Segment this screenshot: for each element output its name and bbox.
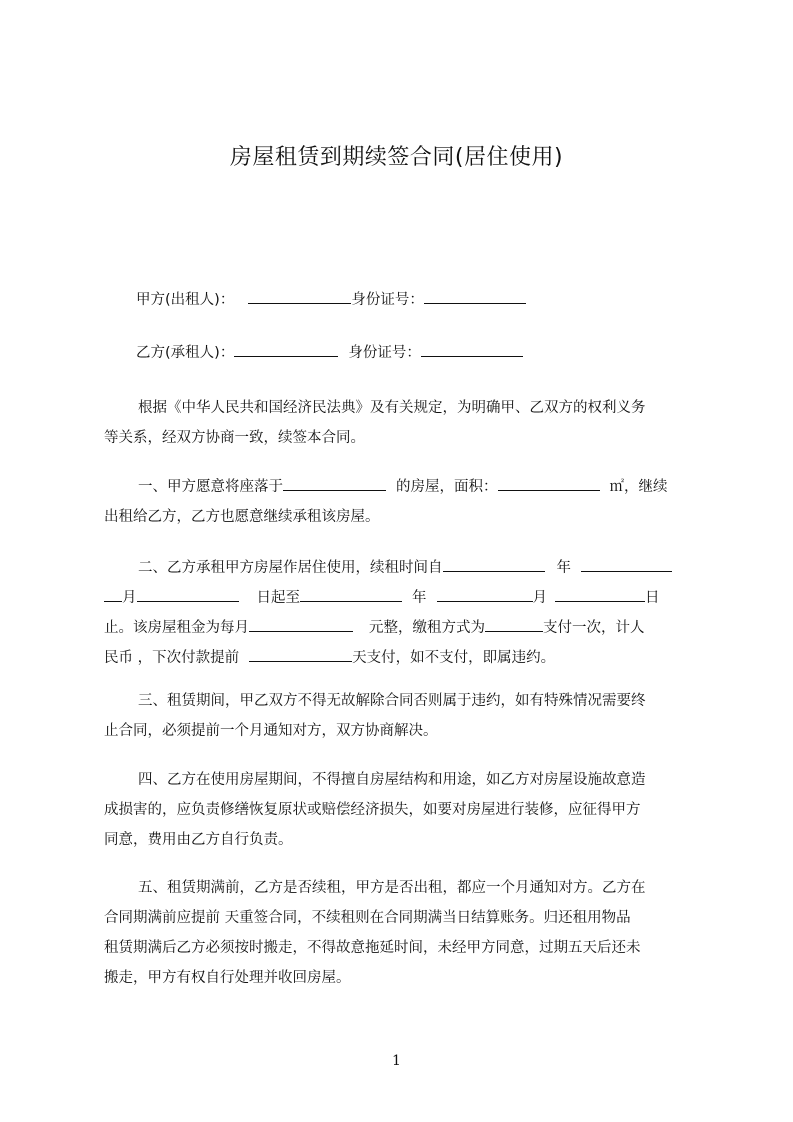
party-a-label: 甲方(出租人)： [136,292,235,308]
clause-1-part-1: 一、甲方愿意将座落于 [138,479,283,495]
party-a-id-blank[interactable] [424,289,526,304]
payment-method-blank[interactable] [485,617,543,632]
clause-1-part-2: 的房屋，面积： [396,479,498,495]
advance-days-blank[interactable] [249,647,352,662]
party-b-id-blank[interactable] [421,342,523,357]
start-day-blank[interactable] [137,587,239,602]
party-a-line [104,285,704,315]
clause-5-line-4: 搬走，甲方有权自行处理并收回房屋。 [104,970,351,986]
start-year-blank[interactable] [443,557,545,572]
clause-2-l4-part-2: 天支付，如不支付，即属违约。 [352,650,556,666]
clause-3-paragraph [104,686,704,746]
end-month-blank[interactable] [437,587,533,602]
clause-2-l1-part-1: 二、乙方承租甲方房屋作居住使用，续租时间自 [138,560,443,576]
page-number: 1 [392,1053,401,1069]
clause-5-line-3: 租赁期满后乙方必须按时搬走，不得故意拖延时间，未经甲方同意，过期五天后还未 [104,940,641,956]
preamble-line-2: 等关系，经双方协商一致，续签本合同。 [104,430,365,446]
preamble-paragraph [104,393,704,453]
party-b-label: 乙方(承租人)： [136,345,235,361]
clause-2-l4-part-1: 民币 ，下次付款提前 [104,650,240,666]
clause-1-part-3: ㎡，继续 [609,479,668,495]
party-a-id-label: 身份证号： [351,292,424,308]
clause-2-l2-part-3: 年 [412,590,427,606]
clause-1-paragraph [104,472,704,532]
property-area-blank[interactable] [498,476,600,491]
clause-5-paragraph [104,873,704,993]
monthly-rent-blank[interactable] [249,617,353,632]
clause-4-line-3: 同意，费用由乙方自行负责。 [104,832,293,848]
clause-2-l3-part-1: 止。该房屋租金为每月 [104,620,249,636]
clause-2-l2-part-2: 日起至 [256,590,300,606]
clause-2-paragraph [104,553,704,673]
clause-2-l3-part-2: 元整，缴租方式为 [369,620,485,636]
party-b-line [104,338,704,368]
party-b-id-label: 身份证号： [348,345,421,361]
clause-4-line-1: 四、乙方在使用房屋期间，不得擅自房屋结构和用途，如乙方对房屋设施故意造 [138,772,646,788]
end-year-blank[interactable] [300,587,402,602]
party-a-name-blank[interactable] [248,289,351,304]
clause-4-paragraph [104,765,704,855]
preamble-line-1: 根据《中华人民共和国经济民法典》及有关规定，为明确甲、乙双方的权利义务 [138,400,646,416]
party-b-name-blank[interactable] [234,342,338,357]
clause-2-l1-part-2: 年 [556,560,571,576]
clause-2-l2-part-4: 月 [532,590,547,606]
clause-5-line-1: 五、租赁期满前，乙方是否续租，甲方是否出租，都应一个月通知对方。乙方在 [138,880,646,896]
clause-3-line-2: 止合同，必须提前一个月通知对方，双方协商解决。 [104,723,438,739]
clause-5-line-2: 合同期满前应提前 天重签合同，不续租则在合同期满当日结算账务。归还租用物品 [104,910,631,926]
property-location-blank[interactable] [283,476,386,491]
start-month-blank-a[interactable] [581,557,672,572]
clause-4-line-2: 成损害的，应负责修缮恢复原状或赔偿经济损失，如要对房屋进行装修，应征得甲方 [104,802,641,818]
end-day-blank[interactable] [555,587,645,602]
clause-2-l2-part-5: 日 [645,590,660,606]
clause-3-line-1: 三、租赁期间，甲乙双方不得无故解除合同否则属于违约，如有特殊情况需要终 [138,693,646,709]
document-title: 房屋租赁到期续签合同(居住使用) [229,145,564,170]
start-month-blank-b[interactable] [104,587,122,602]
clause-1-line-2: 出租给乙方，乙方也愿意继续承租该房屋。 [104,509,380,525]
clause-2-l2-part-1: 月 [122,590,137,606]
clause-2-l3-part-3: 支付一次，计人 [543,620,645,636]
